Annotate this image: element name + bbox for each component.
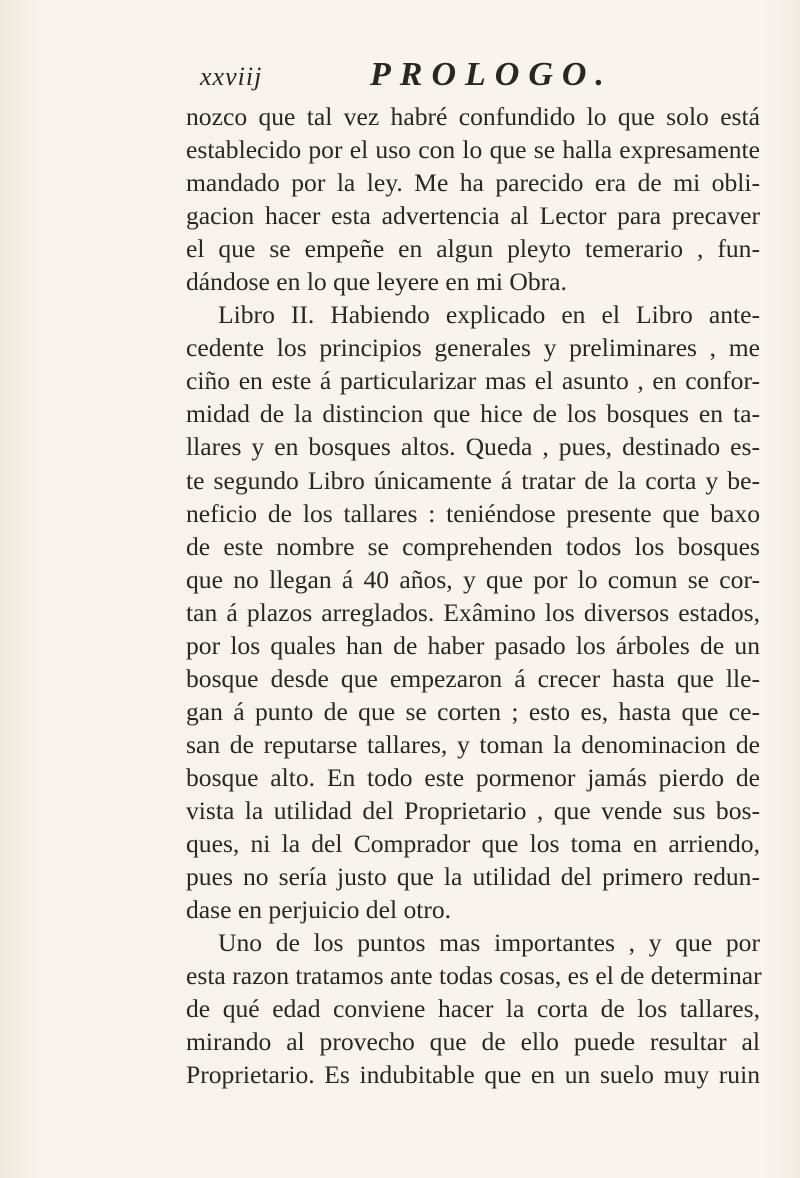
text-line: midad de la distincion que hice de los bosques en ta- bbox=[186, 399, 760, 429]
text-line: cedente los principios generales y preliminares , me bbox=[186, 333, 760, 363]
text-line-section-start: Libro II. Habiendo explicado en el Libro ante- bbox=[218, 300, 760, 330]
text-line: llares y en bosques altos. Queda , pues, destinado es- bbox=[186, 432, 760, 462]
text-line: que no llegan á 40 años, y que por lo comun se cor- bbox=[186, 564, 760, 594]
text-line: bosque alto. En todo este pormenor jamás pierdo de bbox=[186, 762, 760, 792]
text-line: vista la utilidad del Proprietario , que vende sus bos- bbox=[186, 795, 760, 825]
text-line: ciño en este á particularizar mas el asunto , en confor- bbox=[186, 366, 760, 396]
text-line: el que se empeñe en algun pleyto temerario , fun- bbox=[186, 234, 760, 264]
text-line: neficio de los tallares : teniéndose presente que baxo bbox=[186, 498, 760, 528]
text-line-paragraph-start: Uno de los puntos mas importantes , y que por bbox=[218, 928, 760, 958]
running-title: PROLOGO. bbox=[370, 56, 613, 93]
text-line: bosque desde que empezaron á crecer hasta que lle- bbox=[186, 663, 760, 693]
text-line: ques, ni la del Comprador que los toma en arriendo, bbox=[186, 829, 760, 859]
text-line: mirando al provecho que de ello puede resultar al bbox=[186, 1027, 760, 1057]
text-line: gan á punto de que se corten ; esto es, hasta que ce- bbox=[186, 696, 760, 726]
text-line: dase en perjuicio del otro. bbox=[186, 895, 452, 925]
text-line: de qué edad conviene hacer la corta de los tallares, bbox=[186, 994, 760, 1024]
page-header bbox=[200, 52, 760, 92]
text-line: mandado por la ley. Me ha parecido era de mi obli- bbox=[186, 168, 760, 198]
text-line: por los quales han de haber pasado los árboles de un bbox=[186, 630, 760, 660]
page-number: xxviij bbox=[200, 62, 263, 91]
body-text bbox=[186, 100, 760, 1091]
text-line: Proprietario. Es indubitable que en un suelo muy ruin bbox=[186, 1060, 760, 1090]
text-line: dándose en lo que leyere en mi Obra. bbox=[186, 267, 567, 297]
text-line: san de reputarse tallares, y toman la denominacion de bbox=[186, 729, 760, 759]
text-line: de este nombre se comprehenden todos los bosques bbox=[186, 531, 760, 561]
text-line: establecido por el uso con lo que se halla expresamente bbox=[186, 135, 760, 165]
text-line: tan á plazos arreglados. Exâmino los diversos estados, bbox=[186, 597, 760, 627]
text-line: esta razon tratamos ante todas cosas, es el de determinar bbox=[186, 961, 762, 991]
text-line: nozco que tal vez habré confundido lo que solo está bbox=[186, 102, 760, 131]
text-line: gacion hacer esta advertencia al Lector para precaver bbox=[186, 201, 760, 231]
text-line: te segundo Libro únicamente á tratar de la corta y be- bbox=[186, 465, 760, 495]
text-line: pues no sería justo que la utilidad del primero redun- bbox=[186, 862, 760, 892]
